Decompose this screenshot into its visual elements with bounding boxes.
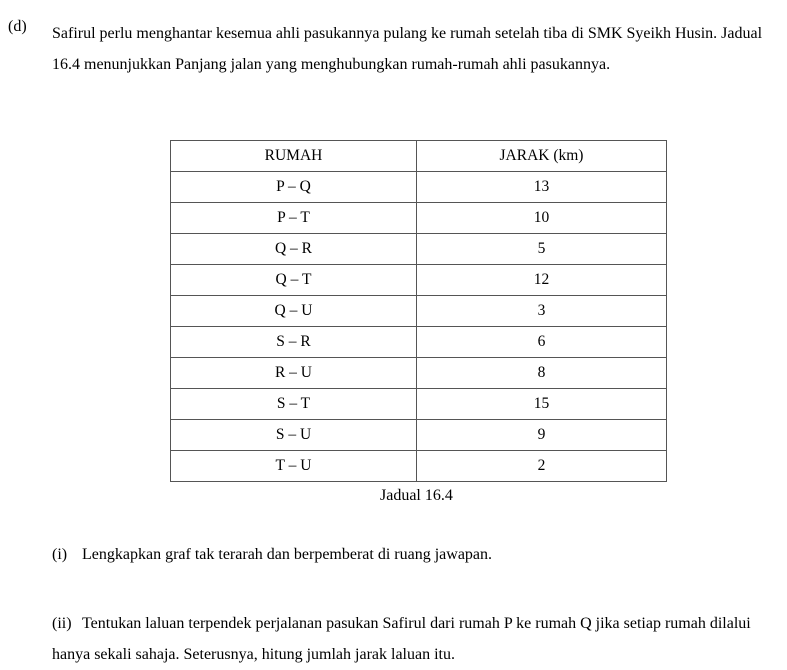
cell-rumah: P – Q [171,172,417,203]
cell-jarak: 12 [417,265,667,296]
cell-rumah: S – U [171,420,417,451]
cell-jarak: 2 [417,451,667,482]
distance-table [170,140,667,482]
cell-rumah: S – R [171,327,417,358]
cell-jarak: 9 [417,420,667,451]
table-caption: Jadual 16.4 [380,487,453,504]
cell-rumah: R – U [171,358,417,389]
cell-jarak: 6 [417,327,667,358]
table-row [171,203,667,234]
subquestion-i-text: Lengkapkan graf tak terarah dan berpemberat di ruang jawapan. [82,546,493,563]
cell-rumah: P – T [171,203,417,234]
subquestion-i [52,546,492,564]
cell-jarak: 5 [417,234,667,265]
header-jarak: JARAK (km) [417,141,667,172]
table-row [171,327,667,358]
subquestion-i-number: (i) [52,546,68,563]
subquestion-ii-number: (ii) [52,615,72,632]
cell-jarak: 8 [417,358,667,389]
cell-rumah: Q – R [171,234,417,265]
cell-jarak: 15 [417,389,667,420]
table-row [171,358,667,389]
table-row [171,296,667,327]
cell-rumah: S – T [171,389,417,420]
cell-jarak: 10 [417,203,667,234]
header-rumah: RUMAH [171,141,417,172]
table-row [171,420,667,451]
table-row [171,265,667,296]
cell-rumah: Q – U [171,296,417,327]
subquestion-ii-text: Tentukan laluan terpendek perjalanan pasukan Safirul dari rumah P ke rumah Q jika setiap rumah dilalui hanya sekali sahaja. Seterusnya, hitung jumlah jarak laluan itu. [52,615,751,663]
subquestion-ii [52,608,772,670]
cell-rumah: Q – T [171,265,417,296]
table-row [171,172,667,203]
cell-jarak: 13 [417,172,667,203]
table-row [171,389,667,420]
cell-rumah: T – U [171,451,417,482]
question-label: (d) [8,18,27,35]
table-row [171,451,667,482]
question-text: Safirul perlu menghantar kesemua ahli pasukannya pulang ke rumah setelah tiba di SMK Syeikh Husin. Jadual 16.4 menunjukkan Panjang jalan yang menghubungkan rumah-rumah ahli pasukannya. [52,25,763,73]
table-header-row [171,141,667,172]
table-row [171,234,667,265]
cell-jarak: 3 [417,296,667,327]
